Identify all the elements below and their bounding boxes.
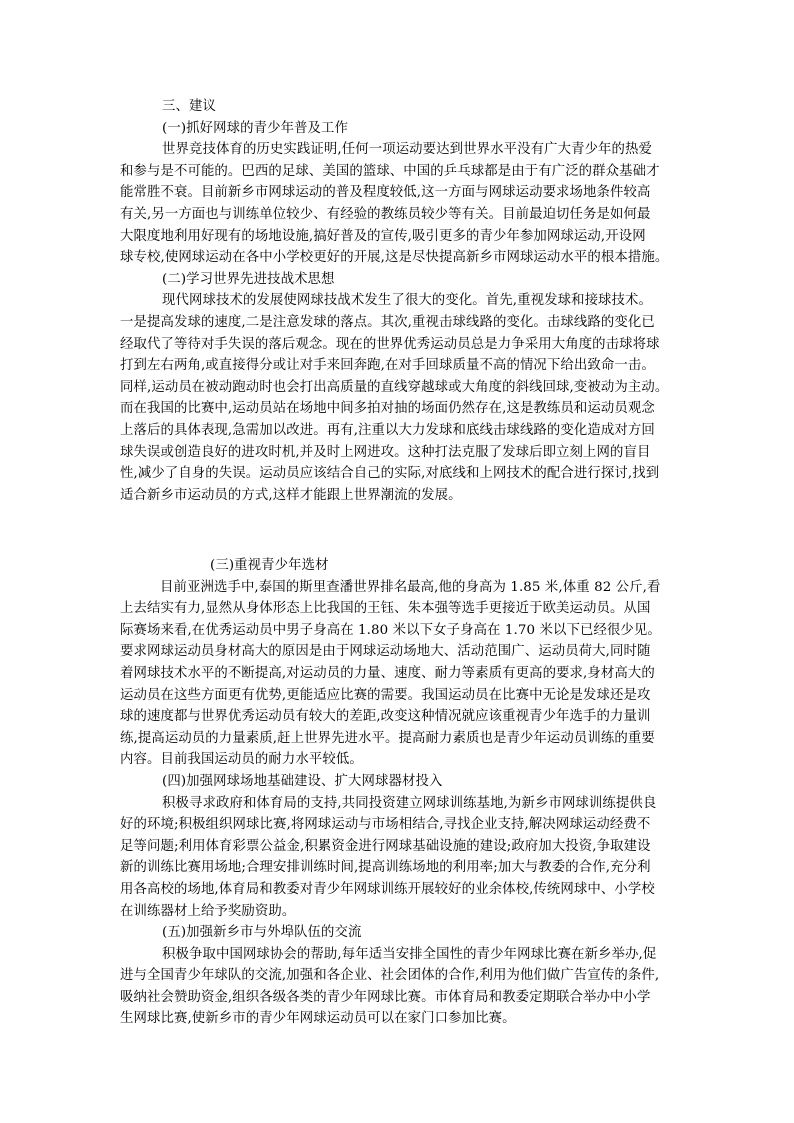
paragraph-line: 有关,另一方面也与训练单位较少、有经验的教练员较少等有关。目前最迫切任务是如何最 <box>120 206 651 222</box>
paragraph-line: 球的速度都与世界优秀运动员有较大的差距,改变这种情况就应该重视青少年选手的力量训 <box>120 709 651 725</box>
paragraph-line: 积极寻求政府和体育局的支持,共同投资建立网球训练基地,为新乡市网球训练提供良 <box>162 795 657 811</box>
paragraph-line: 大限度地利用好现有的场地设施,搞好普及的宣传,吸引更多的青少年参加网球运动,开设网 <box>120 228 646 244</box>
paragraph-line: 经取代了等待对手失误的落后观念。现在的世界优秀运动员总是力争采用大角度的击球将球 <box>120 336 660 352</box>
section-suggestions <box>120 96 680 506</box>
paragraph-line: 和参与是不可能的。巴西的足球、美国的篮球、中国的乒乓球都是由于有广泛的群众基础才 <box>120 163 660 179</box>
section-heading: 三、建议 <box>162 99 216 114</box>
subsection-title-2: (二)学习世界先进技战术思想 <box>162 271 335 287</box>
paragraph-line: 而在我国的比赛中,运动员站在场地中间多拍对抽的场面仍然存在,这是教练员和运动员观念 <box>120 401 655 417</box>
subsection-title-3: (三)重视青少年选材 <box>210 558 329 573</box>
paragraph-line: 际赛场来看,在优秀运动员中男子身高在 1.80 米以下女子身高在 1.70 米以下已经很少见。 <box>120 622 661 638</box>
paragraph-line: 练,提高运动员的力量素质,赶上世界先进水平。提高耐力素质也是青少年运动员训练的重要 <box>120 730 655 746</box>
paragraph-line: 球专校,使网球运动在各中小学校更好的开展,这是尽快提高新乡市网球运动水平的根本措施。 <box>120 250 669 266</box>
subsection-title-4: (四)加强网球场地基础建设、扩大网球器材投入 <box>162 773 443 789</box>
paragraph-line: 能常胜不衰。目前新乡市网球运动的普及程度较低,这一方面与网球运动要求场地条件较高 <box>120 185 651 201</box>
paragraph-line: 生网球比赛,使新乡市的青少年网球运动员可以在家门口参加比赛。 <box>120 1011 516 1027</box>
paragraph-line: 适合新乡市运动员的方式,这样才能跟上世界潮流的发展。 <box>120 487 462 503</box>
paragraph-line: 同样,运动员在被动跑动时也会打出高质量的直线穿越球或大角度的斜线回球,变被动为主动。 <box>120 379 669 395</box>
paragraph-line: 内容。目前我国运动员的耐力水平较低。 <box>120 752 363 768</box>
paragraph-line: 运动员在这些方面更有优势,更能适应比赛的需要。我国运动员在比赛中无论是发球还是攻 <box>120 687 651 703</box>
paragraph-line: 世界竞技体育的历史实践证明,任何一项运动要达到世界水平没有广大青少年的热爱 <box>162 142 653 158</box>
paragraph-line: 用各高校的场地,体育局和教委对青少年网球训练开展较好的业余体校,传统网球中、小学校 <box>120 881 655 897</box>
paragraph-line: 球失误或创造良好的进攻时机,并及时上网进攻。这种打法克服了发球后即立刻上网的盲目 <box>120 444 651 460</box>
paragraph-line: 上落后的具体表现,急需加以改进。再有,注重以大力发球和底线击球线路的变化造成对方回 <box>120 422 655 438</box>
subsection-title-5: (五)加强新乡市与外埠队伍的交流 <box>162 925 362 941</box>
paragraph-line: 现代网球技术的发展使网球技战术发生了很大的变化。首先,重视发球和接球技术。 <box>162 293 653 309</box>
paragraph-line: 足等问题;利用体育彩票公益金,积累资金进行网球基础设施的建设;政府加大投资,争取建设 <box>120 838 651 854</box>
paragraph-line: 上去结实有力,显然从身体形态上比我国的王钰、朱本强等选手更接近于欧美运动员。从国 <box>120 601 651 617</box>
section-continued <box>120 555 680 1030</box>
paragraph-line: 性,减少了自身的失误。运动员应该结合自己的实际,对底线和上网技术的配合进行探讨,找到 <box>120 466 660 482</box>
paragraph-line: 打到左右两角,或直接得分或让对手来回奔跑,在对手回球质量不高的情况下给出致命一击。 <box>120 358 655 374</box>
paragraph-line: 要求网球运动员身材高大的原因是由于网球运动场地大、活动范围广、运动员荷大,同时随 <box>120 644 651 660</box>
paragraph-line: 目前亚洲选手中,泰国的斯里查潘世界排名最高,他的身高为 1.85 米,体重 82 公斤,看 <box>160 579 661 595</box>
subsection-title-1: (一)抓好网球的青少年普及工作 <box>162 120 349 136</box>
paragraph-line: 着网球技术水平的不断提高,对运动员的力量、速度、耐力等素质有更高的要求,身材高大的 <box>120 665 655 681</box>
paragraph-line: 吸纳社会赞助资金,组织各级各类的青少年网球比赛。市体育局和教委定期联合举办中小学 <box>120 989 651 1005</box>
paragraph-line: 在训练器材上给予奖励资助。 <box>120 903 296 919</box>
paragraph-line: 进与全国青少年球队的交流,加强和各企业、社会团体的合作,利用为他们做广告宣传的条件, <box>120 968 660 984</box>
paragraph-line: 一是提高发球的速度,二是注意发球的落点。其次,重视击球线路的变化。击球线路的变化已 <box>120 314 655 330</box>
paragraph-line: 积极争取中国网球协会的帮助,每年适当安排全国性的青少年网球比赛在新乡举办,促 <box>162 946 657 962</box>
paragraph-line: 好的环境;积极组织网球比赛,将网球运动与市场相结合,寻找企业支持,解决网球运动经费不 <box>120 817 651 833</box>
paragraph-line: 新的训练比赛用场地;合理安排训练时间,提高训练场地的利用率;加大与教委的合作,充分利 <box>120 860 651 876</box>
